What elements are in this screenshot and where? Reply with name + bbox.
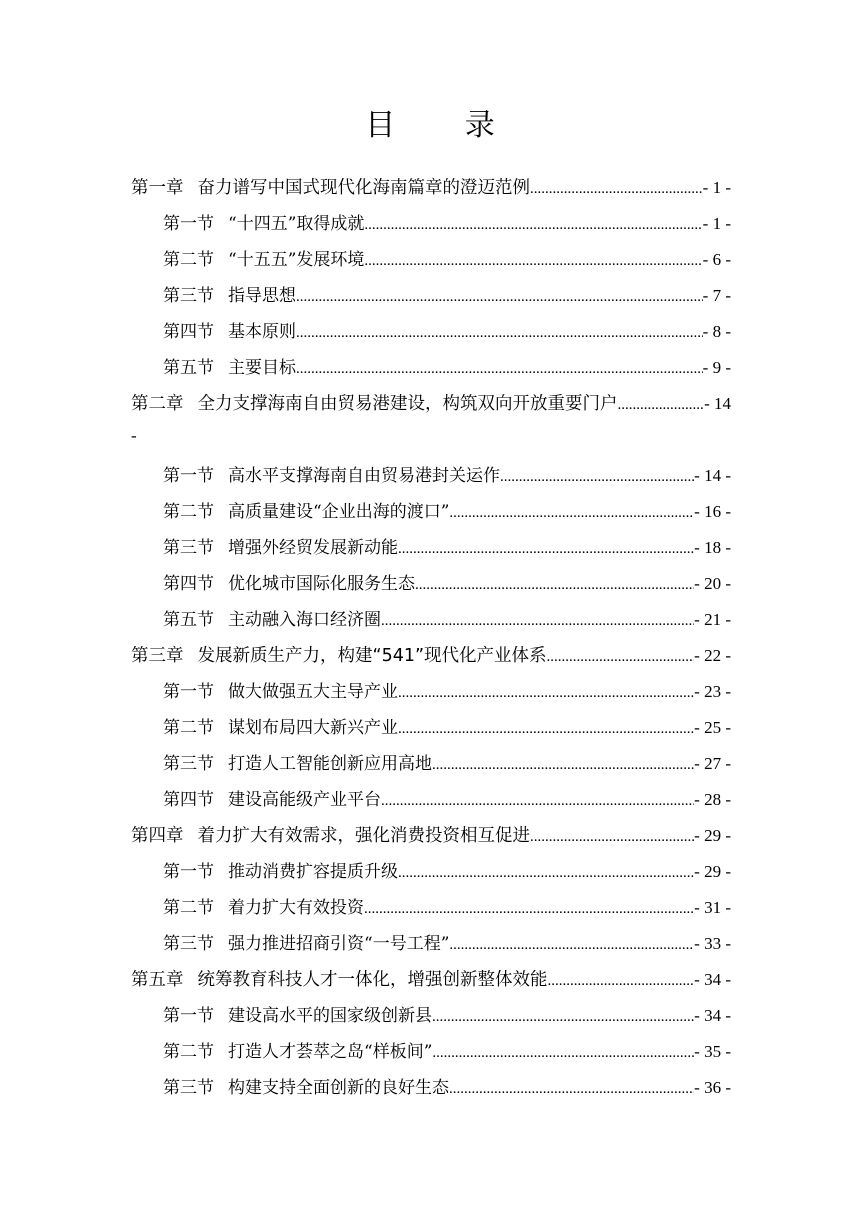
chapter-heading: 着力扩大有效需求，强化消费投资相互促进	[197, 826, 530, 846]
toc-section-entry[interactable]	[131, 926, 731, 962]
section-heading: 做大做强五大主导产业	[228, 682, 398, 702]
chapter-number: 第一章	[131, 178, 184, 198]
dot-leader	[548, 963, 695, 999]
section-page-number: - 6 -	[702, 250, 731, 269]
section-number: 第二节	[163, 502, 214, 522]
dot-leader	[296, 315, 703, 351]
section-heading: 高质量建设“企业出海的渡口”	[228, 502, 450, 522]
section-number: 第四节	[163, 790, 214, 810]
toc-section-entry[interactable]	[131, 1070, 731, 1106]
section-heading: 高水平支撑海南自由贸易港封关运作	[228, 466, 500, 486]
dot-leader	[415, 567, 694, 603]
dot-leader	[364, 207, 702, 243]
dot-leader	[449, 927, 694, 963]
dot-leader	[432, 1035, 694, 1071]
toc-chapter-entry[interactable]	[131, 962, 731, 998]
section-heading: 基本原则	[228, 322, 296, 342]
dot-leader	[381, 783, 694, 819]
section-heading: 打造人工智能创新应用高地	[228, 754, 432, 774]
chapter-number: 第三章	[131, 646, 184, 666]
chapter-page-number: - 22 -	[694, 646, 731, 665]
toc-section-entry[interactable]	[131, 494, 731, 530]
section-page-number: - 7 -	[702, 286, 731, 305]
dot-leader	[296, 279, 703, 315]
toc-section-entry[interactable]	[131, 530, 731, 566]
chapter-heading: 全力支撑海南自由贸易港建设，构筑双向开放重要门户	[197, 394, 618, 414]
section-page-number: - 8 -	[702, 322, 731, 341]
dot-leader	[364, 243, 702, 279]
dot-leader	[398, 531, 694, 567]
section-page-number: - 31 -	[694, 898, 731, 917]
dot-leader	[398, 675, 694, 711]
section-number: 第一节	[163, 1006, 214, 1026]
dot-leader	[296, 351, 703, 387]
section-number: 第一节	[163, 862, 214, 882]
section-heading: 主要目标	[228, 358, 296, 378]
section-page-number: - 16 -	[694, 502, 731, 521]
section-page-number: - 14 -	[694, 466, 731, 485]
toc-section-entry[interactable]	[131, 206, 731, 242]
toc-chapter-entry[interactable]	[131, 170, 731, 206]
toc-section-entry[interactable]	[131, 890, 731, 926]
dot-leader	[618, 387, 705, 423]
dot-leader	[530, 171, 703, 207]
dot-leader	[500, 459, 694, 495]
toc-section-entry[interactable]	[131, 1034, 731, 1070]
chapter-heading: 奋力谱写中国式现代化海南篇章的澄迈范例	[197, 178, 530, 198]
chapter-page-number: - 1 -	[702, 178, 731, 197]
section-page-number: - 34 -	[694, 1006, 731, 1025]
section-page-number: - 1 -	[702, 214, 731, 233]
chapter-number: 第二章	[131, 394, 184, 414]
dot-leader	[381, 603, 694, 639]
section-page-number: - 23 -	[694, 682, 731, 701]
chapter-number: 第四章	[131, 826, 184, 846]
chapter-page-number: - 29 -	[694, 826, 731, 845]
section-page-number: - 21 -	[694, 610, 731, 629]
toc-section-entry[interactable]	[131, 710, 731, 746]
toc-section-entry[interactable]	[131, 746, 731, 782]
section-page-number: - 28 -	[694, 790, 731, 809]
section-page-number: - 33 -	[694, 934, 731, 953]
section-heading: 构建支持全面创新的良好生态	[228, 1078, 449, 1098]
chapter-page-number: - 14	[704, 394, 731, 413]
section-heading: “十五五”发展环境	[228, 250, 365, 270]
dot-leader	[432, 999, 694, 1035]
toc-section-entry[interactable]	[131, 350, 731, 386]
section-number: 第三节	[163, 286, 214, 306]
section-number: 第四节	[163, 322, 214, 342]
toc-chapter-entry[interactable]	[131, 638, 731, 674]
section-number: 第三节	[163, 754, 214, 774]
page-number-wrap: -	[131, 426, 137, 445]
section-number: 第二节	[163, 250, 214, 270]
dot-leader	[547, 639, 695, 675]
section-heading: 增强外经贸发展新动能	[228, 538, 398, 558]
section-number: 第一节	[163, 466, 214, 486]
section-page-number: - 18 -	[694, 538, 731, 557]
table-of-contents	[131, 170, 731, 1106]
section-heading: 强力推进招商引资“一号工程”	[228, 934, 450, 954]
toc-section-entry[interactable]	[131, 782, 731, 818]
toc-title: 目 录	[365, 108, 525, 143]
section-heading: 推动消费扩容提质升级	[228, 862, 398, 882]
section-heading: “十四五”取得成就	[228, 214, 365, 234]
chapter-page-number: - 34 -	[694, 970, 731, 989]
toc-chapter-entry[interactable]	[131, 818, 731, 854]
dot-leader	[432, 747, 694, 783]
toc-section-entry[interactable]	[131, 278, 731, 314]
section-number: 第二节	[163, 718, 214, 738]
section-heading: 建设高能级产业平台	[228, 790, 381, 810]
toc-chapter-entry[interactable]	[131, 386, 731, 422]
toc-section-entry[interactable]	[131, 314, 731, 350]
toc-section-entry[interactable]	[131, 602, 731, 638]
section-heading: 优化城市国际化服务生态	[228, 574, 415, 594]
section-number: 第一节	[163, 682, 214, 702]
section-number: 第三节	[163, 1078, 214, 1098]
section-number: 第四节	[163, 574, 214, 594]
section-heading: 打造人才荟萃之岛“样板间”	[228, 1042, 433, 1062]
section-number: 第五节	[163, 610, 214, 630]
section-heading: 指导思想	[228, 286, 296, 306]
toc-section-entry[interactable]	[131, 674, 731, 710]
chapter-heading: 发展新质生产力，构建“541”现代化产业体系	[197, 646, 547, 666]
dot-leader	[530, 819, 694, 855]
section-heading: 建设高水平的国家级创新县	[228, 1006, 432, 1026]
section-number: 第一节	[163, 214, 214, 234]
section-number: 第二节	[163, 1042, 214, 1062]
dot-leader	[398, 711, 694, 747]
section-page-number: - 35 -	[694, 1042, 731, 1061]
dot-leader	[449, 495, 694, 531]
section-number: 第三节	[163, 934, 214, 954]
section-heading: 着力扩大有效投资	[228, 898, 364, 918]
dot-leader	[398, 855, 694, 891]
section-page-number: - 36 -	[694, 1078, 731, 1097]
section-page-number: - 27 -	[694, 754, 731, 773]
toc-section-entry[interactable]	[131, 998, 731, 1034]
section-page-number: - 20 -	[694, 574, 731, 593]
toc-section-entry[interactable]	[131, 458, 731, 494]
dot-leader	[449, 1071, 694, 1107]
toc-section-entry[interactable]	[131, 242, 731, 278]
section-heading: 主动融入海口经济圈	[228, 610, 381, 630]
section-page-number: - 9 -	[702, 358, 731, 377]
section-heading: 谋划布局四大新兴产业	[228, 718, 398, 738]
chapter-heading: 统筹教育科技人才一体化，增强创新整体效能	[197, 970, 548, 990]
toc-section-entry[interactable]	[131, 854, 731, 890]
dot-leader	[364, 891, 694, 927]
section-number: 第二节	[163, 898, 214, 918]
toc-section-entry[interactable]	[131, 566, 731, 602]
section-page-number: - 25 -	[694, 718, 731, 737]
section-number: 第三节	[163, 538, 214, 558]
section-number: 第五节	[163, 358, 214, 378]
chapter-number: 第五章	[131, 970, 184, 990]
section-page-number: - 29 -	[694, 862, 731, 881]
